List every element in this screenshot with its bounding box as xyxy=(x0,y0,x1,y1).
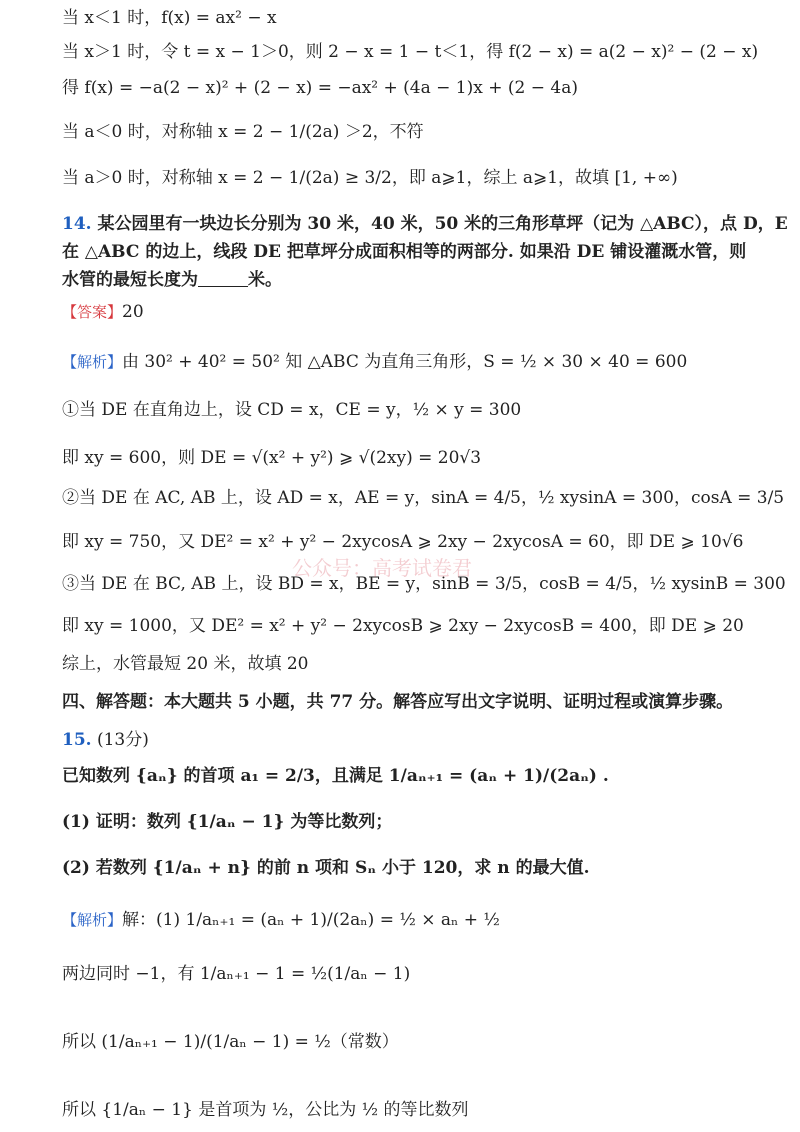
question-14-line-3 xyxy=(62,268,760,292)
question-14-text-2: 在 △ABC 的边上，线段 DE 把草坪分成面积相等的两部分. 如果沿 DE 铺设灌溉水管，则 xyxy=(62,242,747,262)
question-14-number: 14. xyxy=(62,214,92,234)
answer-value: 20 xyxy=(122,302,144,322)
question-14-line-1 xyxy=(62,212,788,236)
analysis-14-text-1: 由 30² + 40² = 50² 知 △ABC 为直角三角形，S = ½ × 30 × 40 = 600 xyxy=(122,352,688,372)
solution-line-3: 得 f(x) = −a(2 − x)² + (2 − x) = −ax² + (4a − 1)x + (2 − 4a) xyxy=(62,78,578,98)
analysis-14-line-8: 综上，水管最短 20 米，故填 20 xyxy=(62,654,309,674)
solution-line-1: 当 x＜1 时，f(x) = ax² − x xyxy=(62,8,277,28)
question-14-text-3: 水管的最短长度为 xyxy=(62,270,198,290)
analysis-15-line-4: 所以 {1/aₙ − 1} 是首项为 ½，公比为 ½ 的等比数列 xyxy=(62,1100,469,1120)
question-15-part-1: (1) 证明：数列 {1/aₙ − 1} 为等比数列； xyxy=(62,812,393,832)
analysis-15-text-1: 解：(1) 1/aₙ₊₁ = (aₙ + 1)/(2aₙ) = ½ × aₙ + ½ xyxy=(122,910,500,930)
analysis-14-line-6: ③当 DE 在 BC, AB 上，设 BD = x，BE = y，sinB = 3/5，cosB = 4/5，½ xysinB = 300 xyxy=(62,574,786,594)
watermark: 公众号：高考试卷君 xyxy=(292,556,472,580)
question-14-text-1: 某公园里有一块边长分别为 30 米，40 米，50 米的三角形草坪（记为 △ABC），点 D，E xyxy=(97,214,788,234)
analysis-14-line-4: ②当 DE 在 AC, AB 上，设 AD = x，AE = y，sinA = 4/5，½ xysinA = 300，cosA = 3/5 xyxy=(62,488,785,508)
analysis-14-line-2: ①当 DE 在直角边上，设 CD = x，CE = y，½ × y = 300 xyxy=(62,400,522,420)
answer-blank xyxy=(198,268,248,287)
analysis-14-line-1 xyxy=(62,350,760,374)
question-14-text-3-end: 米。 xyxy=(248,270,282,290)
analysis-15-line-3: 所以 (1/aₙ₊₁ − 1)/(1/aₙ − 1) = ½（常数） xyxy=(62,1032,399,1052)
analysis-15-line-2: 两边同时 −1，有 1/aₙ₊₁ − 1 = ½(1/aₙ − 1) xyxy=(62,964,411,984)
analysis-14-line-7: 即 xy = 1000，又 DE² = x² + y² − 2xycosB ⩾ 2xy − 2xycosB = 400，即 DE ⩾ 20 xyxy=(62,616,744,636)
question-15-score: (13分) xyxy=(96,730,149,750)
analysis-15-line-1 xyxy=(62,908,760,932)
question-15-stem: 已知数列 {aₙ} 的首项 a₁ = 2/3，且满足 1/aₙ₊₁ = (aₙ + 1)/(2aₙ) . xyxy=(62,766,609,786)
analysis-tag: 【解析】 xyxy=(62,353,123,371)
question-15-number: 15. xyxy=(62,730,92,750)
solution-line-2: 当 x＞1 时，令 t = x − 1＞0，则 2 − x = 1 − t＜1，得 f(2 − x) = a(2 − x)² − (2 − x) xyxy=(62,42,759,62)
analysis-14-line-3: 即 xy = 600，则 DE = √(x² + y²) ⩾ √(2xy) = 20√3 xyxy=(62,448,482,468)
solution-line-4: 当 a＜0 时，对称轴 x = 2 − 1/(2a) ＞2，不符 xyxy=(62,122,424,142)
answer-line xyxy=(62,300,760,324)
section-4-heading: 四、解答题：本大题共 5 小题，共 77 分。解答应写出文字说明、证明过程或演算步骤。 xyxy=(62,692,734,712)
question-15-part-2: (2) 若数列 {1/aₙ + n} 的前 n 项和 Sₙ 小于 120，求 n 的最大值. xyxy=(62,858,590,878)
solution-line-5: 当 a＞0 时，对称轴 x = 2 − 1/(2a) ≥ 3/2，即 a⩾1，综上 a⩾1，故填 [1, +∞) xyxy=(62,168,678,188)
question-15-header xyxy=(62,728,760,752)
analysis-tag-15: 【解析】 xyxy=(62,911,123,929)
answer-tag: 【答案】 xyxy=(62,303,123,321)
analysis-14-line-5: 即 xy = 750，又 DE² = x² + y² − 2xycosA ⩾ 2xy − 2xycosA = 60，即 DE ⩾ 10√6 xyxy=(62,532,744,552)
